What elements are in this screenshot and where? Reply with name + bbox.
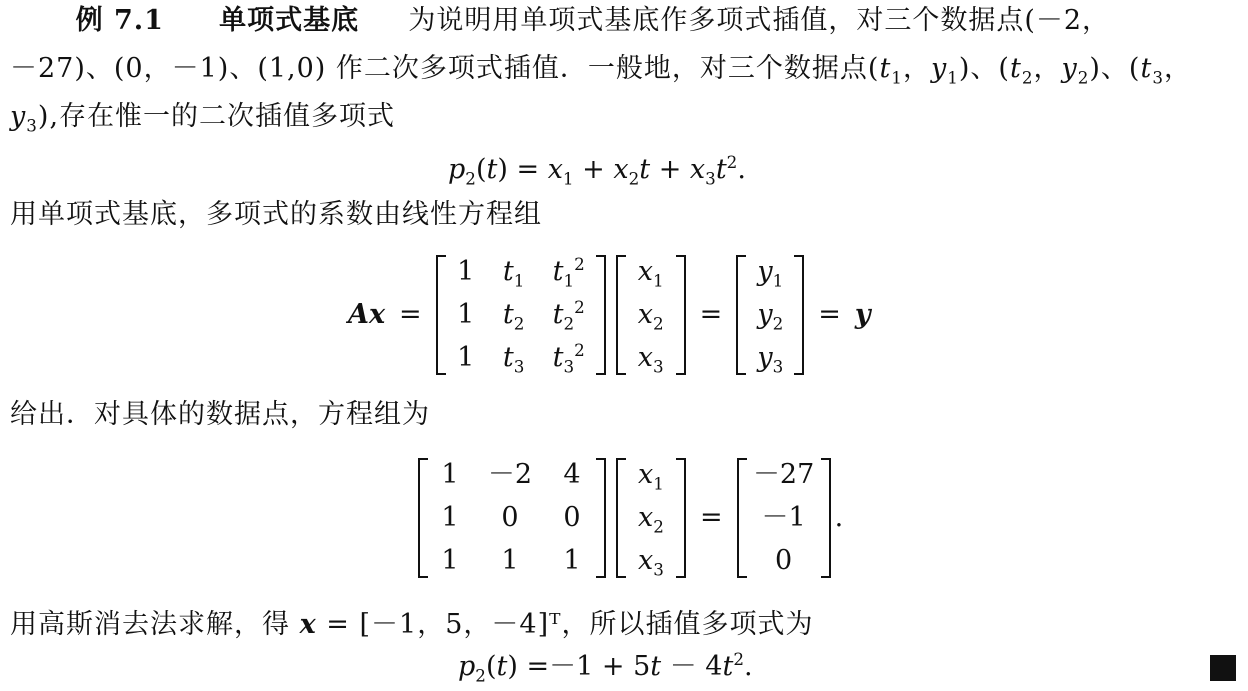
- paragraph-text-3: ),存在惟一的二次插值多项式: [37, 101, 396, 132]
- y-label: y: [854, 299, 871, 330]
- equation-p2-final: $p_2(t) =-1 + 5t - 4t^2$.: [458, 649, 753, 686]
- Ax-label: Ax: [348, 299, 386, 330]
- example-title: 单项式基底: [219, 5, 360, 36]
- vector-x-numeric: $x_1$ $x_2$ $x_3$: [616, 458, 686, 578]
- equation-p2-general: $p_2(t) = x_1 + x_2t + x_3t^2$.: [448, 152, 746, 189]
- matrix-A-numeric: 1 －2 4 1 0 0 1 1 1: [418, 458, 606, 578]
- paragraph-text-6b: 所以插值多项式为: [589, 609, 814, 640]
- paragraph-line-3: $y_3$),存在惟一的二次插值多项式: [10, 101, 396, 136]
- paragraph-text-2: －27)、(0，－1)、(1,0) 作二次多项式插值．一般地，对三个数据点(: [10, 53, 880, 84]
- matrix-equation-symbolic: Ax = 1 $t_1$ $t_1^2$ 1 $t_2$ $t_2^2$ 1 $t_3$ $t_3^2$ $x_1$ $x_2$ $x_3$ = $y_1$ $y_2$ $y_3$ = y: [348, 254, 871, 377]
- solution-vector: [－1，5，－4]ᵀ: [359, 609, 562, 640]
- paragraph-line-6: 用高斯消去法求解，得 x = [－1，5，－4]ᵀ，所以插值多项式为: [10, 609, 814, 640]
- paragraph-line-2: －27)、(0，－1)、(1,0) 作二次多项式插值．一般地，对三个数据点($t_1$，$y_1$)、($t_2$，$y_2$)、($t_3$，: [10, 53, 1192, 88]
- matrix-A-symbolic: 1 $t_1$ $t_1^2$ 1 $t_2$ $t_2^2$ 1 $t_3$ $t_3^2$: [436, 255, 606, 375]
- qed-mark: [1210, 655, 1236, 681]
- paragraph-line-4: [10, 198, 542, 232]
- paragraph-text-6: 用高斯消去法求解，得: [10, 609, 290, 640]
- paragraph-line-5: [10, 398, 430, 432]
- vector-x-symbolic: $x_1$ $x_2$ $x_3$: [616, 255, 686, 375]
- matrix-equation-numeric: 1 －2 4 1 0 0 1 1 1 $x_1$ $x_2$ $x_3$ = －27 －1 0 .: [418, 458, 843, 578]
- vector-rhs-numeric: －27 －1 0: [737, 458, 831, 578]
- example-heading-line: [10, 4, 1110, 38]
- example-label: 例 7.1: [75, 5, 164, 36]
- paragraph-text-1: 为说明用单项式基底作多项式插值，对三个数据点(－2，: [408, 5, 1111, 36]
- paragraph-text-4: 用单项式基底，多项式的系数由线性方程组: [10, 199, 542, 230]
- vector-y-symbolic: $y_1$ $y_2$ $y_3$: [736, 255, 804, 375]
- paragraph-text-5: 给出．对具体的数据点，方程组为: [10, 399, 430, 430]
